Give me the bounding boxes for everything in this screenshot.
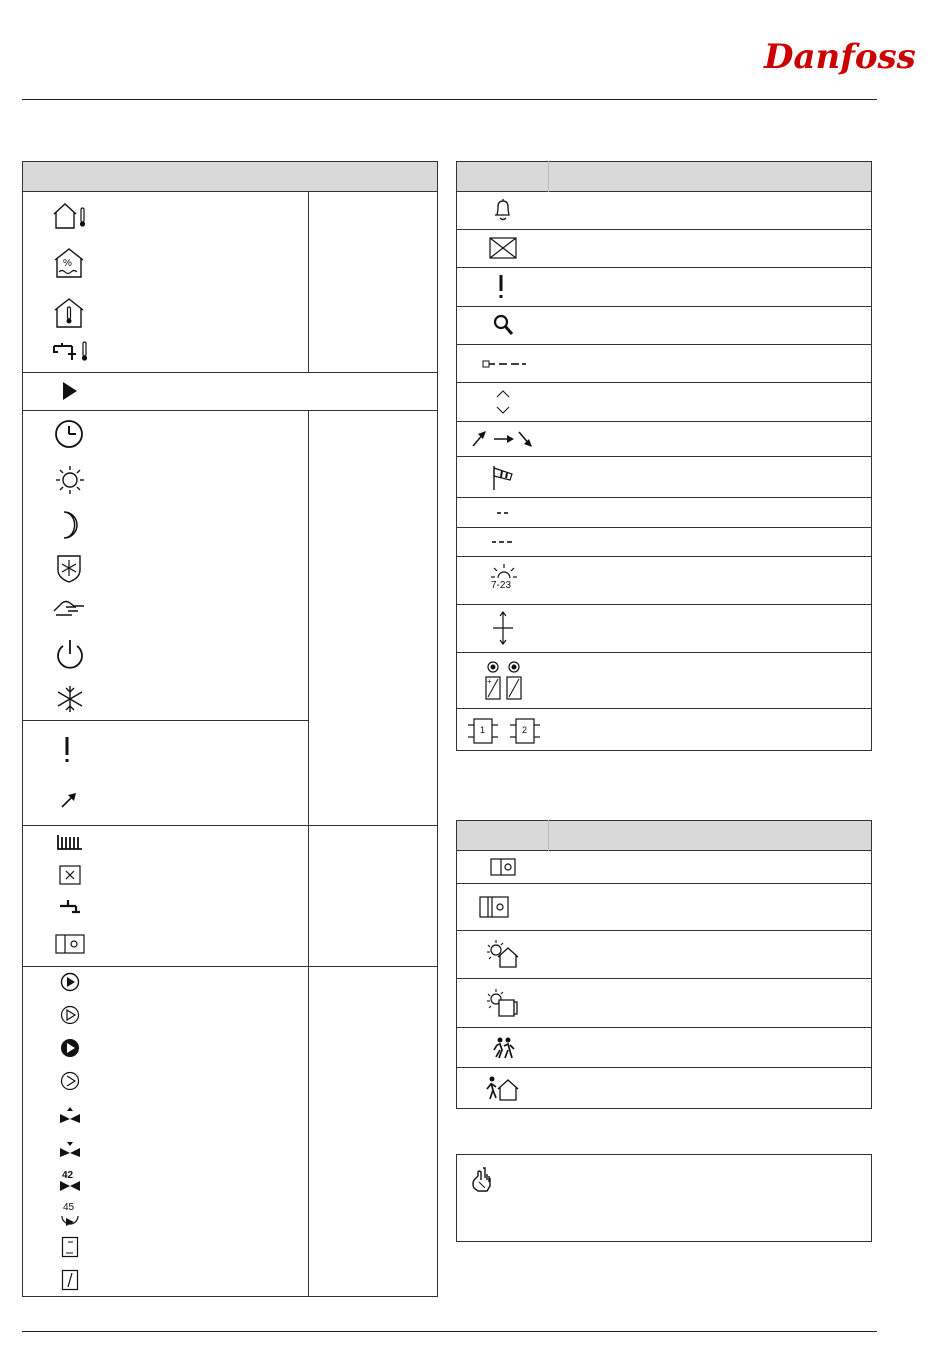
sun-schedule-label: 7-23 <box>491 580 512 591</box>
controller-box-icon <box>55 934 85 954</box>
brand-wordmark: Danfoss <box>764 37 916 77</box>
frost-shield-icon <box>54 552 84 584</box>
exclamation-icon <box>497 274 505 300</box>
play-arrow-icon <box>62 381 78 401</box>
note-box <box>456 1154 872 1242</box>
trend-arrows-icon <box>470 428 538 450</box>
sun-schedule-icon <box>488 563 520 595</box>
pump-off-icon <box>60 1005 80 1025</box>
ventilation-icon <box>58 864 82 886</box>
sun-house-icon <box>486 939 520 969</box>
up-down-chevron-icon <box>495 389 511 415</box>
second-table-body <box>456 850 872 1109</box>
pump-outline-icon <box>60 1071 80 1091</box>
valve-close-icon <box>58 1140 82 1158</box>
header-rule <box>22 99 877 100</box>
circuit-icon <box>466 717 544 745</box>
right-table-header <box>456 161 872 192</box>
sun-building-icon <box>486 988 520 1018</box>
danfoss-logo <box>760 28 916 80</box>
svg-text:+: + <box>487 677 492 686</box>
tap-icon <box>58 898 82 916</box>
double-dash-icon <box>495 508 511 518</box>
relay-on-icon <box>61 1269 79 1291</box>
envelope-icon <box>489 237 517 259</box>
exclamation-icon <box>63 736 71 764</box>
clock-icon <box>53 418 85 450</box>
relay-off-icon <box>61 1236 79 1258</box>
magnifier-icon <box>492 313 514 337</box>
house-inner-thermometer-icon <box>52 296 86 330</box>
hand-note-icon <box>469 1166 493 1194</box>
house-humidity-icon <box>52 246 86 280</box>
pump-on-icon <box>60 972 80 992</box>
moon-icon <box>58 510 82 540</box>
pump-filled-icon <box>60 1038 80 1058</box>
triple-dash-icon <box>491 537 513 547</box>
valve-open-icon <box>58 1106 82 1124</box>
actuator-position-icon <box>58 1202 82 1228</box>
radiator-icon <box>56 833 84 851</box>
footer-rule <box>22 1331 877 1332</box>
bell-icon <box>490 197 516 223</box>
person-house-icon <box>486 1074 520 1102</box>
hand-icon <box>52 597 88 619</box>
snowflake-icon <box>55 684 85 714</box>
battery-sensor-icon <box>483 659 525 703</box>
controller-small-icon <box>490 858 516 876</box>
left-table-header <box>22 161 438 192</box>
second-table-header <box>456 820 872 851</box>
house-thermometer-icon <box>50 200 90 232</box>
actuator-position-value: 45 <box>63 1202 75 1213</box>
power-icon <box>54 638 86 672</box>
tap-thermometer-icon <box>52 340 92 364</box>
valve-position-value: 42 <box>62 1170 74 1181</box>
circuit-label-1: 1 <box>480 725 486 735</box>
arrow-up-right-icon <box>60 791 78 809</box>
circuit-label-2: 2 <box>522 725 528 735</box>
sun-icon <box>54 464 86 496</box>
dash-line-icon <box>482 358 526 370</box>
people-icon <box>492 1036 516 1060</box>
valve-position-icon <box>58 1171 82 1193</box>
humidity-symbol: % <box>63 258 72 269</box>
cross-arrows-icon <box>491 611 515 645</box>
controller-large-icon <box>479 896 509 918</box>
windsock-icon <box>490 464 516 492</box>
